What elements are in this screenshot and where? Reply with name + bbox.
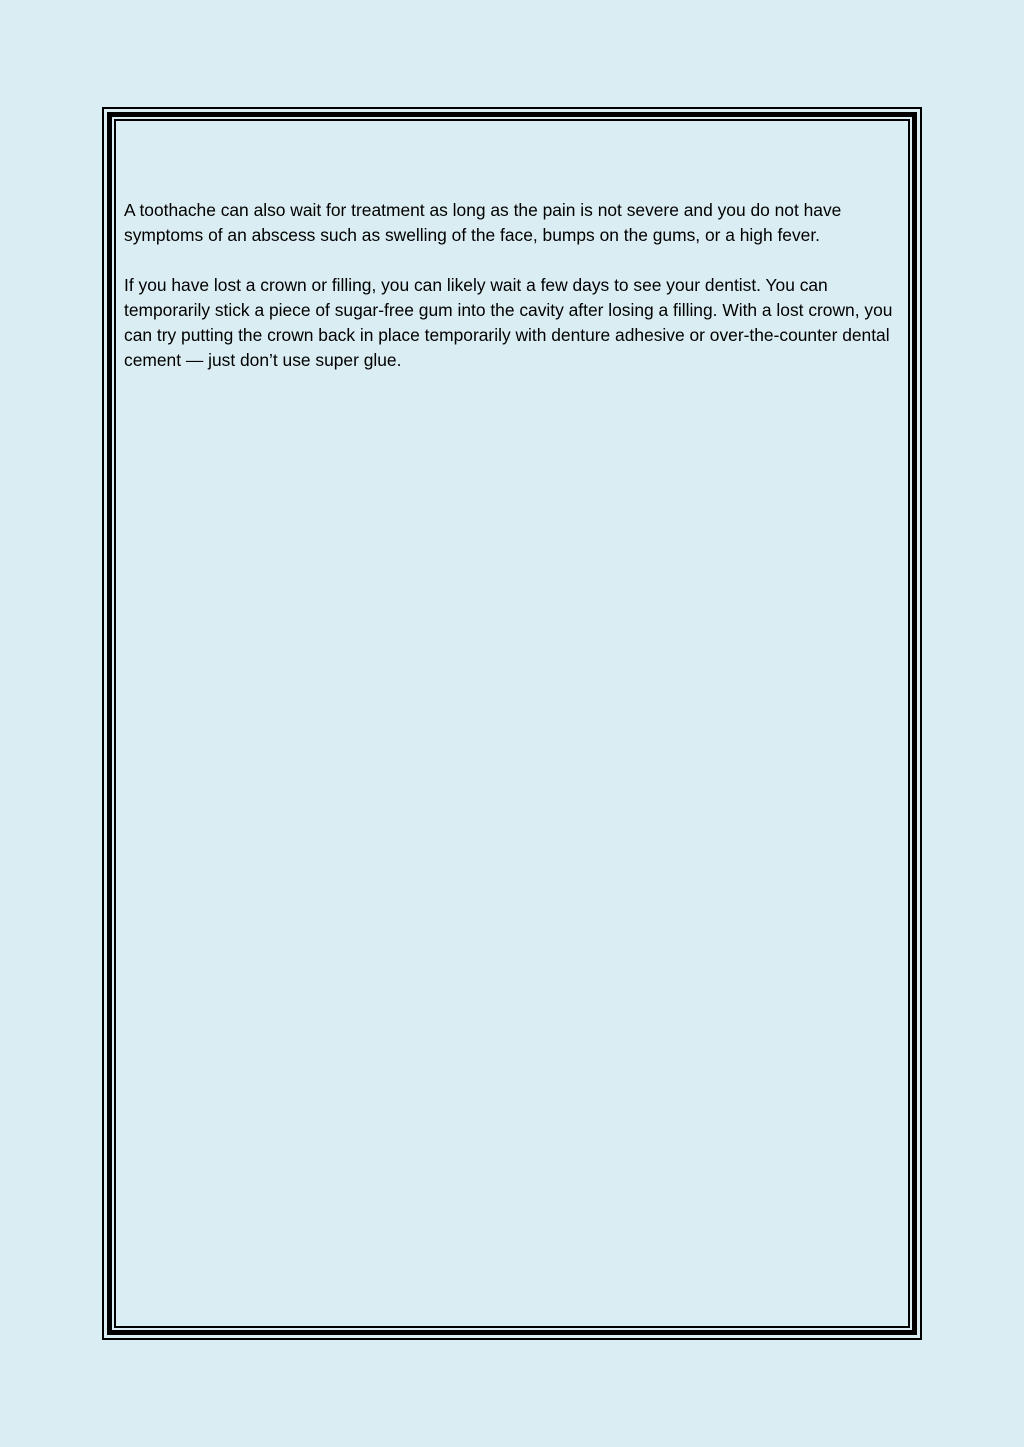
- paragraph-lost-crown: If you have lost a crown or filling, you can likely wait a few days to see your dentist. You can temporarily stick a piece of sugar-free gum into the cavity after losing a filling. With a lost crown, you can try putting the crown back in place temporarily with denture adhesive or over-the-counter dental cement — just don’t use super glue.: [124, 275, 893, 370]
- paragraph-toothache: A toothache can also wait for treatment as long as the pain is not severe and you do not have symptoms of an abscess such as swelling of the face, bumps on the gums, or a high fever.: [124, 200, 842, 245]
- document-body: [124, 198, 904, 398]
